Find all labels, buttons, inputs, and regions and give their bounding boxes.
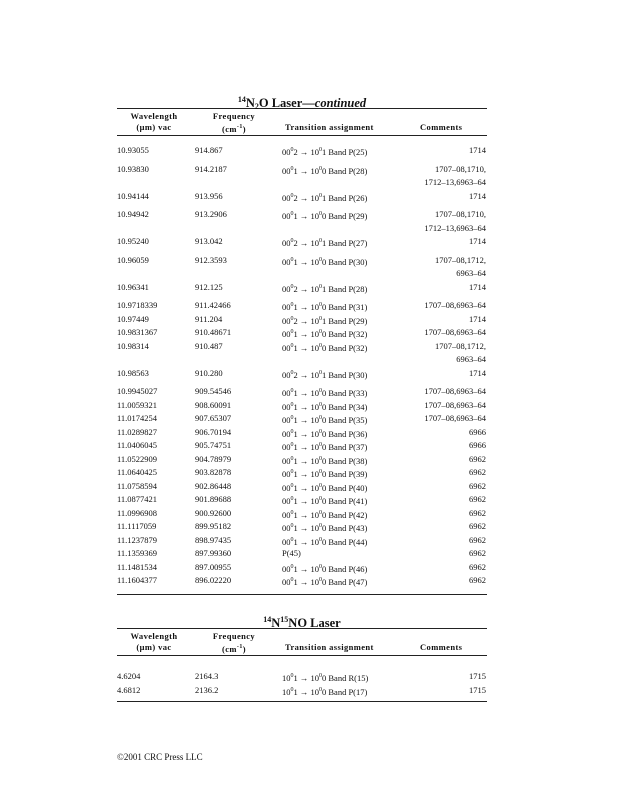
table-row — [117, 412, 487, 426]
comments-cell: 6963–64 — [456, 354, 486, 364]
frequency-cell: 2164.3 — [195, 671, 219, 681]
table-row-continuation — [117, 353, 487, 367]
transition-cell: $00^01 \to 10^00$ Band P(43) — [282, 523, 368, 533]
n2o-table-title — [117, 92, 487, 111]
title-isotope-superscript: 15 — [280, 615, 289, 624]
comments-cell: 1707–08,1710, — [435, 163, 486, 174]
wavelength-cell: 10.94144 — [117, 190, 149, 201]
comments-cell: 1714 — [469, 236, 486, 246]
transition-cell: $00^01 \to 10^00$ Band P(29) — [282, 211, 368, 221]
transition-cell: $00^01 \to 10^00$ Band P(36) — [282, 428, 368, 439]
transition-cell: $00^01 \to 10^00$ Band P(41) — [282, 496, 368, 506]
transition-cell: $10^01 \to 10^00$ Band R(15) — [282, 673, 369, 683]
comments-cell: 1707–08,6963–64 — [424, 386, 486, 396]
wavelength-cell: 11.0640425 — [117, 467, 158, 477]
comments-cell: 6962 — [469, 494, 486, 504]
frequency-cell: 902.86448 — [195, 480, 232, 491]
table-row — [117, 670, 487, 684]
table-row-continuation — [117, 222, 487, 236]
frequency-cell: 2136.2 — [195, 684, 219, 695]
table-body — [117, 136, 487, 594]
title-text: NO Laser — [288, 616, 341, 630]
comments-cell: 1707–08,6963–64 — [424, 300, 486, 310]
comments-cell: 6966 — [469, 426, 486, 437]
transition-cell: $00^01 \to 10^00$ Band P(40) — [282, 482, 368, 493]
wavelength-cell: 11.0059321 — [117, 399, 158, 410]
transition-cell: $00^01 \to 10^00$ Band P(47) — [282, 577, 368, 587]
table-row — [117, 281, 487, 295]
wavelength-cell: 11.0406045 — [117, 440, 158, 450]
title-text: O Laser— — [258, 96, 315, 110]
table-row — [117, 480, 487, 494]
transition-cell: $00^01 \to 10^00$ Band P(35) — [282, 415, 368, 425]
wavelength-cell: 11.1604377 — [117, 575, 158, 585]
table-row — [117, 520, 487, 534]
comments-cell: 1714 — [469, 281, 486, 292]
title-isotope-superscript: 14 — [237, 95, 246, 104]
frequency-cell: 898.97435 — [195, 534, 232, 545]
comments-cell: 6963–64 — [456, 268, 486, 278]
comments-cell: 6962 — [469, 534, 486, 545]
frequency-cell: 900.92600 — [195, 507, 232, 518]
comments-cell: 1715 — [469, 684, 486, 695]
frequency-cell: 899.95182 — [195, 521, 232, 531]
comments-cell: 6966 — [469, 440, 486, 450]
table-row — [117, 340, 487, 354]
header-wavelength: Wavelength (μm) vac — [130, 631, 178, 652]
table-bottom-rule — [117, 701, 487, 702]
comments-cell: 1707–08,1710, — [435, 209, 486, 219]
frequency-cell: 912.3593 — [195, 254, 227, 265]
transition-cell: $00^01 \to 10^00$ Band P(33) — [282, 388, 368, 398]
wavelength-cell: 11.0758594 — [117, 480, 158, 491]
transition-cell: $00^01 \to 10^00$ Band P(30) — [282, 256, 368, 267]
frequency-cell: 909.54546 — [195, 386, 232, 396]
table-row — [117, 254, 487, 268]
comments-cell: 1714 — [469, 367, 486, 378]
table-row — [117, 313, 487, 327]
comments-cell: 6962 — [469, 453, 486, 464]
wavelength-cell: 10.96059 — [117, 254, 149, 265]
comments-cell: 6962 — [469, 548, 486, 558]
transition-cell: $00^01 \to 10^00$ Band P(42) — [282, 509, 368, 520]
frequency-cell: 910.487 — [195, 340, 223, 351]
wavelength-cell: 11.0289827 — [117, 426, 158, 437]
wavelength-cell: 10.9945027 — [117, 386, 158, 396]
frequency-cell: 897.00955 — [195, 561, 232, 572]
frequency-cell: 914.867 — [195, 145, 223, 155]
frequency-cell: 910.48671 — [195, 327, 232, 337]
header-comments: Comments — [420, 642, 463, 652]
wavelength-cell: 10.9831367 — [117, 327, 158, 337]
comments-cell: 1707–08,6963–64 — [424, 399, 486, 410]
header-comments: Comments — [420, 122, 463, 132]
wavelength-cell: 11.1237879 — [117, 534, 158, 545]
wavelength-cell: 10.93830 — [117, 163, 149, 174]
transition-cell: $00^01 \to 10^00$ Band P(32) — [282, 329, 368, 339]
table-row — [117, 547, 487, 561]
wavelength-cell: 10.9718339 — [117, 300, 158, 310]
table-header — [117, 109, 487, 135]
table-header — [117, 629, 487, 655]
wavelength-cell: 10.97449 — [117, 313, 149, 324]
transition-cell: $00^01 \to 10^00$ Band P(28) — [282, 165, 368, 176]
title-subscript: 2 — [254, 102, 259, 111]
transition-cell: $00^01 \to 10^00$ Band P(44) — [282, 536, 368, 547]
table-row — [117, 385, 487, 399]
table-bottom-rule — [117, 594, 487, 595]
transition-cell: $00^01 \to 10^00$ Band P(34) — [282, 401, 368, 412]
wavelength-cell: 10.98314 — [117, 340, 149, 351]
table-row-continuation — [117, 267, 487, 281]
comments-cell: 6962 — [469, 480, 486, 491]
transition-cell: $00^01 \to 10^00$ Band P(31) — [282, 302, 368, 312]
table-row — [117, 426, 487, 440]
wavelength-cell: 11.0174254 — [117, 413, 158, 423]
frequency-cell: 907.65307 — [195, 413, 232, 423]
table-row — [117, 453, 487, 467]
wavelength-cell: 4.6812 — [117, 684, 141, 695]
frequency-cell: 913.956 — [195, 190, 223, 201]
frequency-cell: 913.2906 — [195, 209, 227, 219]
frequency-cell: 896.02220 — [195, 575, 232, 585]
wavelength-cell: 10.95240 — [117, 236, 149, 246]
frequency-cell: 908.60091 — [195, 399, 232, 410]
wavelength-cell: 11.1117059 — [117, 521, 157, 531]
comments-cell: 1707–08,6963–64 — [424, 413, 486, 423]
comments-cell: 1707–08,1712, — [435, 340, 486, 351]
transition-cell: P(45) — [282, 548, 301, 558]
transition-cell: $00^01 \to 10^00$ Band P(39) — [282, 469, 368, 479]
comments-cell: 1707–08,6963–64 — [424, 327, 486, 337]
frequency-cell: 901.89688 — [195, 494, 232, 504]
comments-cell: 6962 — [469, 521, 486, 531]
wavelength-cell: 10.96341 — [117, 281, 149, 292]
title-continued: continued — [314, 96, 367, 110]
frequency-cell: 897.99360 — [195, 548, 232, 558]
wavelength-cell: 11.1359369 — [117, 548, 158, 558]
title-text: N — [245, 96, 255, 110]
table-row — [117, 235, 487, 249]
comments-cell: 6962 — [469, 561, 486, 572]
table-row — [117, 561, 487, 575]
table-row-continuation — [117, 176, 487, 190]
transition-cell: $00^01 \to 10^00$ Band P(38) — [282, 455, 368, 466]
header-wavelength: Wavelength (μm) vac — [130, 111, 178, 132]
frequency-cell: 903.82878 — [195, 467, 232, 477]
comments-cell: 6962 — [469, 507, 486, 518]
table-row — [117, 326, 487, 340]
table-row — [117, 684, 487, 698]
table-body — [117, 656, 487, 701]
comments-cell: 1714 — [469, 313, 486, 324]
table-row — [117, 367, 487, 381]
header-frequency: Frequency $(cm^{-1})$ — [212, 631, 256, 654]
frequency-cell: 906.70194 — [195, 426, 232, 437]
comments-cell: 1715 — [469, 671, 486, 681]
transition-cell: $00^01 \to 10^00$ Band P(37) — [282, 442, 368, 452]
frequency-cell: 912.125 — [195, 281, 223, 292]
transition-cell: $10^01 \to 10^00$ Band P(17) — [282, 686, 368, 697]
transition-cell: $00^01 \to 10^00$ Band P(46) — [282, 563, 368, 574]
transition-cell: $00^02 \to 10^01$ Band P(25) — [282, 147, 368, 157]
comments-cell: 6962 — [469, 467, 486, 477]
wavelength-cell: 10.98563 — [117, 367, 149, 378]
table-row — [117, 299, 487, 313]
wavelength-cell: 11.0522909 — [117, 453, 158, 464]
wavelength-cell: 11.0996908 — [117, 507, 158, 518]
title-isotope-superscript: 14 — [263, 615, 272, 624]
frequency-cell: 911.42466 — [195, 300, 231, 310]
transition-cell: $00^02 \to 10^01$ Band P(27) — [282, 238, 368, 248]
table-row — [117, 493, 487, 507]
n15no-laser-table — [117, 612, 487, 702]
n2o-laser-table — [117, 92, 487, 595]
table-row — [117, 439, 487, 453]
table-row — [117, 163, 487, 177]
frequency-cell: 911.204 — [195, 313, 223, 324]
table-row — [117, 507, 487, 521]
comments-cell: 1712–13,6963–64 — [424, 177, 486, 187]
wavelength-cell: 10.94942 — [117, 209, 149, 219]
transition-cell: $00^02 \to 10^01$ Band P(28) — [282, 283, 368, 294]
table-row — [117, 208, 487, 222]
transition-cell: $00^02 \to 10^01$ Band P(29) — [282, 315, 368, 326]
comments-cell: 1712–13,6963–64 — [424, 222, 486, 233]
table-row — [117, 399, 487, 413]
copyright-footer: ©2001 CRC Press LLC — [117, 752, 203, 762]
wavelength-cell: 4.6204 — [117, 671, 141, 681]
table-row — [117, 534, 487, 548]
comments-cell: 1714 — [469, 190, 486, 201]
frequency-cell: 904.78979 — [195, 453, 232, 464]
comments-cell: 1714 — [469, 145, 486, 155]
frequency-cell: 905.74751 — [195, 440, 232, 450]
wavelength-cell: 10.93055 — [117, 145, 149, 155]
comments-cell: 6962 — [469, 575, 486, 585]
n15no-table-title — [117, 612, 487, 628]
header-transition: Transition assignment — [285, 122, 374, 132]
transition-cell: $00^02 \to 10^01$ Band P(30) — [282, 369, 368, 380]
header-frequency: Frequency $(cm^{-1})$ — [212, 111, 256, 134]
wavelength-cell: 11.1481534 — [117, 561, 158, 572]
table-row — [117, 574, 487, 588]
frequency-cell: 913.042 — [195, 236, 223, 246]
wavelength-cell: 11.0877421 — [117, 494, 158, 504]
table-row — [117, 466, 487, 480]
header-transition: Transition assignment — [285, 642, 374, 652]
table-row — [117, 190, 487, 204]
transition-cell: $00^01 \to 10^00$ Band P(32) — [282, 342, 368, 353]
frequency-cell: 914.2187 — [195, 163, 227, 174]
table-row — [117, 144, 487, 158]
frequency-cell: 910.280 — [195, 367, 223, 378]
title-text: N — [271, 616, 281, 630]
transition-cell: $00^02 \to 10^01$ Band P(26) — [282, 192, 368, 203]
comments-cell: 1707–08,1712, — [435, 254, 486, 265]
